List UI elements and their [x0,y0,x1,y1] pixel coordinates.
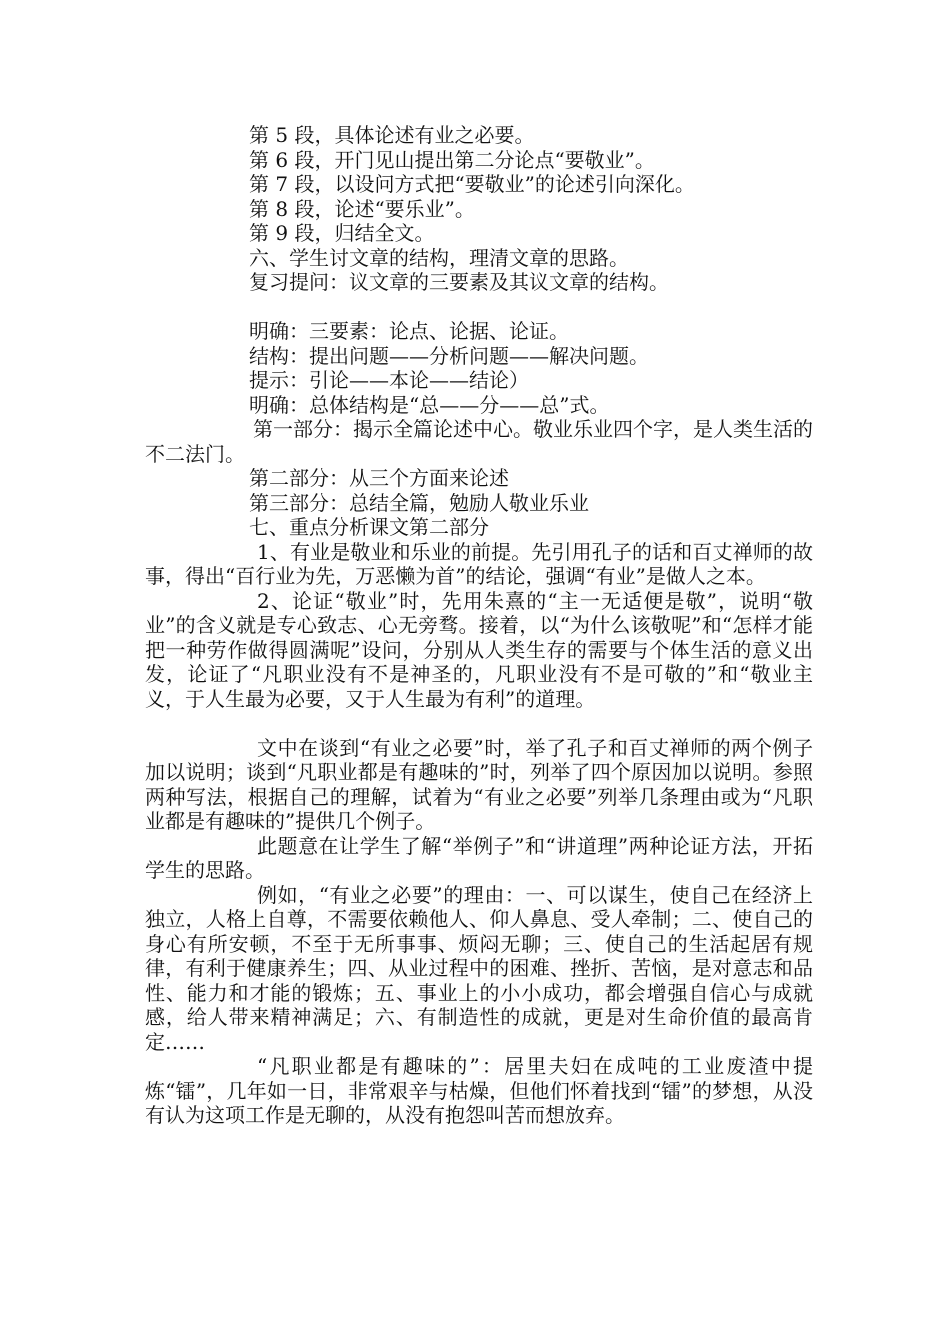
text-line: 第三部分：总结全篇，勉励人敬业乐业 [249,490,589,515]
text-line: 第 5 段，具体论述有业之必要。 [249,123,535,147]
text-line: 结构：提出问题——分析问题——解决问题。 [249,343,649,368]
paragraph-point-two: 2、论证“敬业”时，先用朱熹的“主一无适便是敬”，说明“敬业”的含义就是专心致志、心无旁骛。接着，以“为什么该敬呢”和“怎样才能把一种劳作做得圆满呢”设问，分别从人类生存的需要与个体生活的意义出发，论证了“凡职业没有不是神圣的，凡职业没有不是可敬的”和“敬业主义，于人生最为必要，又于人生最为有利”的道理。 [145,588,813,711]
text-line: 第 7 段，以设问方式把“要敬业”的论述引向深化。 [249,172,695,196]
section-heading: 七、重点分析课文第二部分 [249,515,489,539]
text-line: 明确：三要素：论点、论据、论证。 [249,319,569,343]
section-heading: 六、学生讨文章的结构，理清文章的思路。 [249,245,629,270]
blank-line [145,711,813,736]
paragraph-example: 例如，“有业之必要”的理由：一、可以谋生，使自己在经济上独立，人格上自尊，不需要依赖他人、仰人鼻息、受人牵制；二、使自己的身心有所安顿，不至于无所事事、烦闷无聊；三、使自己的生活起居有规律，有利于健康养生；四、从业过程中的困难、挫折、苦恼，是对意志和品性、能力和才能的锻炼；五、事业上的小小成功，都会增强自信心与成就感，给人带来精神满足；六、有制造性的成就，更是对生命价值的最高肯定…… [145,882,813,1054]
paragraph-intent: 此题意在让学生了解“举例子”和“讲道理”两种论证方法，开拓学生的思路。 [145,833,813,882]
paragraph-point-one: 1、有业是敬业和乐业的前提。先引用孔子的话和百丈禅师的故事，得出“百行业为先，万恶懒为首”的结论，强调“有业”是做人之本。 [145,539,813,588]
text-line: 第 6 段，开门见山提出第二分论点“要敬业”。 [249,147,655,172]
text-line: 复习提问：议文章的三要素及其议文章的结构。 [249,270,669,294]
text-line: 第 9 段，归结全文。 [249,221,435,245]
text-line: 明确：总体结构是“总——分——总”式。 [249,392,610,417]
paragraph-question: 文中在谈到“有业之必要”时，举了孔子和百丈禅师的两个例子加以说明；谈到“凡职业都是有趣味的”时，列举了四个原因加以说明。参照两种写法，根据自己的理解，试着为“有业之必要”列举几条理由或为“凡职业都是有趣味的”提供几个例子。 [145,735,813,833]
text-line: 第 8 段，论述“要乐业”。 [249,196,475,221]
blank-line [145,295,813,320]
paragraph-part-one: 第一部分：揭示全篇论述中心。敬业乐业四个字，是人类生活的不二法门。 [145,417,813,466]
paragraph-curie: “凡职业都是有趣味的”：居里夫妇在成吨的工业废渣中提炼“镭”，几年如一日，非常艰辛与枯燥，但他们怀着找到“镭”的梦想，从没有认为这项工作是无聊的，从没有抱怨叫苦而想放弃。 [145,1054,813,1127]
text-line: 提示：引论——本论——结论） [249,368,529,392]
text-line: 第二部分：从三个方面来论述 [249,466,509,490]
document-body [145,123,813,1128]
